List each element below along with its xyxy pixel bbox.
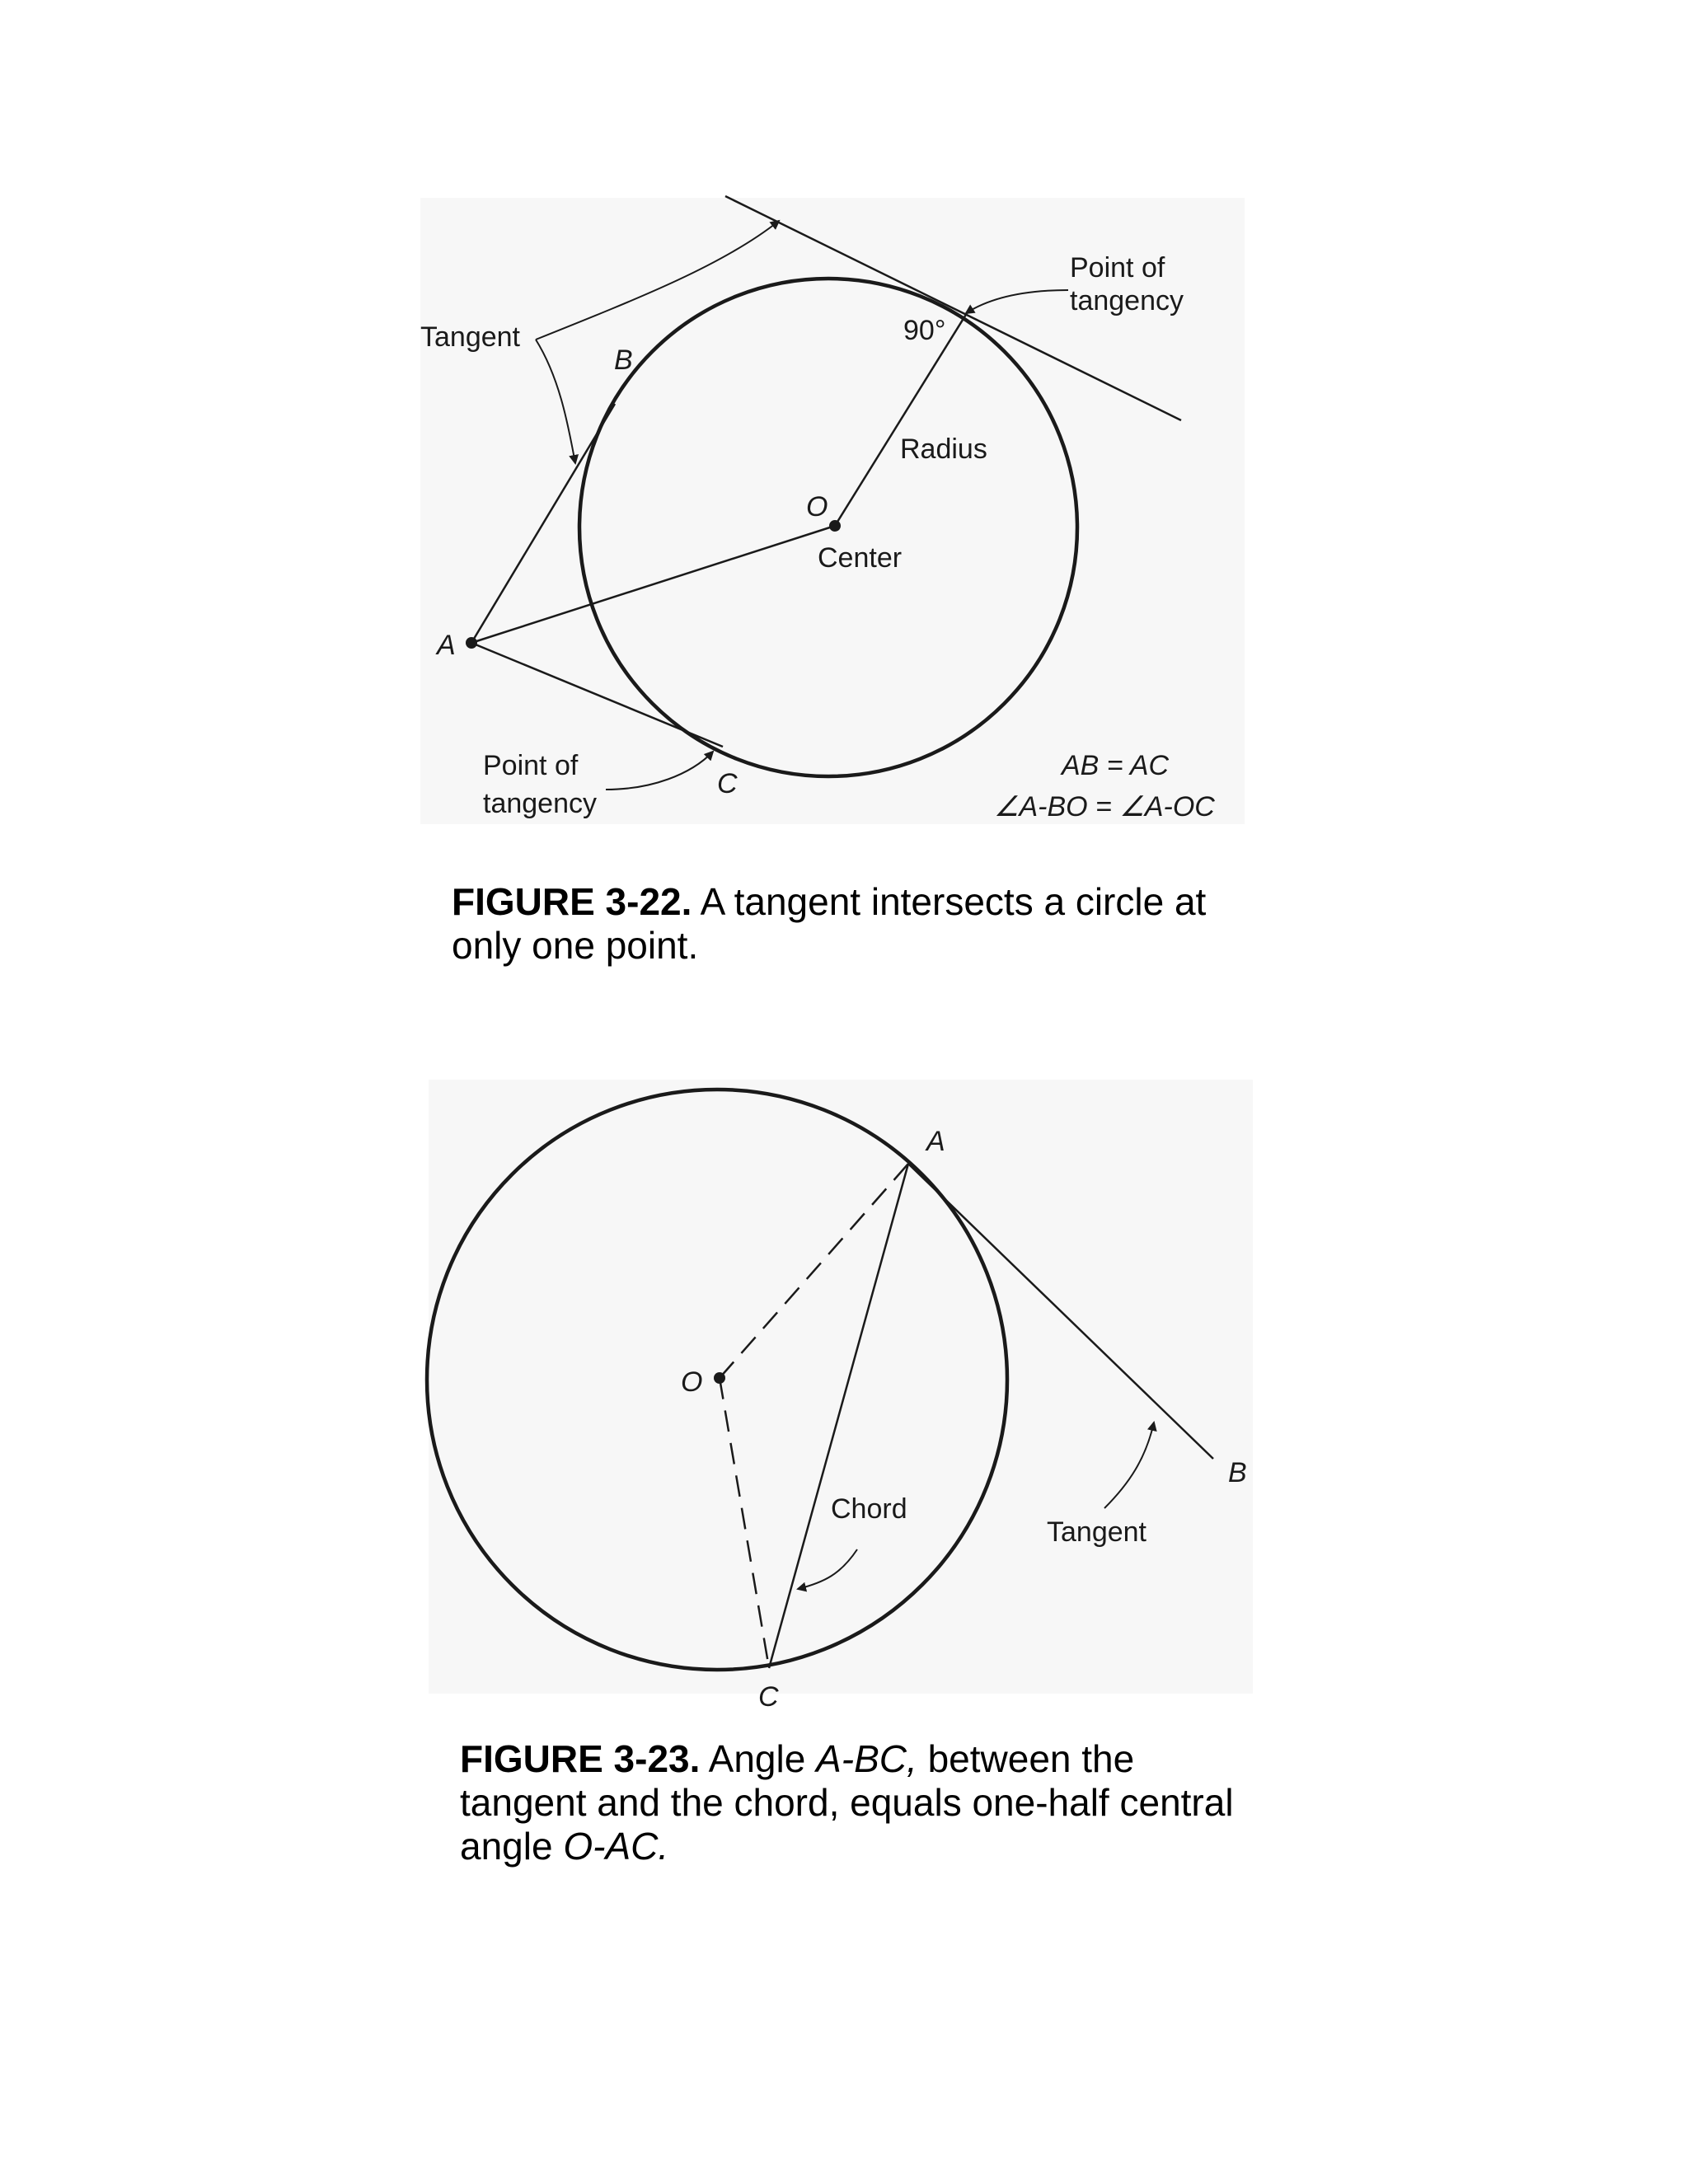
tangent-leader-lower: [536, 340, 575, 463]
point-of-tangency-top-line2: tangency: [1070, 285, 1184, 316]
center-label: Center: [818, 542, 903, 574]
point-o-label: O: [806, 491, 828, 523]
chord-leader: [798, 1549, 857, 1589]
figure-3-23-number: FIGURE 3-23.: [460, 1737, 701, 1780]
equation-angles: ∠A-BO = ∠A-OC: [994, 791, 1215, 823]
caption-text-part2: between the tangent and the chord, equals one-half central angle: [460, 1737, 1234, 1868]
chord-line: [769, 1164, 908, 1668]
figure-3-22-caption: [452, 880, 1276, 968]
center-dot: [829, 520, 841, 532]
point-of-tangency-bottom-line1: Point of: [483, 750, 579, 781]
radius-oc-dashed: [720, 1378, 769, 1668]
angle-90-label: 90°: [903, 315, 946, 346]
chord-label: Chord: [831, 1493, 907, 1525]
figure-3-23-caption: [460, 1737, 1268, 1868]
point-a-dot: [466, 637, 477, 649]
tangent-label: Tangent: [420, 321, 520, 353]
point-of-tangency-top-line1: Point of: [1070, 252, 1165, 284]
point-c-label: C: [717, 768, 738, 799]
caption-text-part1: Angle: [700, 1737, 817, 1780]
point-c-label-fig2: C: [758, 1681, 779, 1713]
tangent-line: [908, 1164, 1213, 1459]
tangency-leader-bottom: [606, 752, 713, 790]
center-o-dot: [714, 1372, 725, 1384]
figure-3-23-diagram: [427, 1090, 1213, 1670]
figure-3-22-caption-text: A tangent intersects a circle at only one point.: [452, 880, 1207, 967]
equation-ab-ac: AB = AC: [1062, 750, 1170, 781]
tangency-leader-top: [966, 290, 1068, 313]
radius-label: Radius: [900, 434, 987, 465]
point-a-label: A: [437, 630, 456, 661]
point-b-label-fig2: B: [1228, 1457, 1247, 1488]
caption-italic-angle-oac: O-AC.: [563, 1825, 669, 1868]
point-of-tangency-bottom-line2: tangency: [483, 788, 597, 819]
point-a-label-fig2: A: [926, 1126, 945, 1157]
caption-italic-angle-abc: A-BC,: [816, 1737, 917, 1780]
tangent-leader: [1104, 1422, 1154, 1508]
tangent-segment-ac: [471, 643, 723, 747]
point-b-label: B: [614, 344, 633, 376]
point-o-label-fig2: O: [681, 1366, 703, 1398]
line-a-to-center: [471, 526, 835, 643]
tangent-label-fig2: Tangent: [1047, 1516, 1146, 1548]
radius-line: [835, 313, 967, 526]
radius-oa-dashed: [720, 1164, 908, 1378]
figure-3-22-number: FIGURE 3-22.: [452, 880, 692, 923]
tangent-leader-upper: [536, 221, 779, 340]
